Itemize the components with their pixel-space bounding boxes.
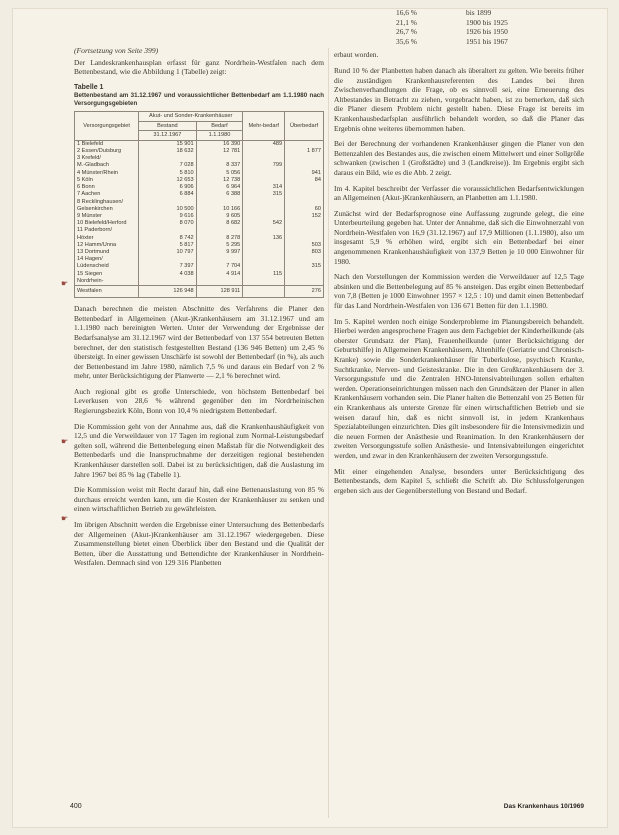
table-row: M.-Gladbach 7 028 8 337 799 xyxy=(75,162,324,169)
right-paragraph: Zunächst wird der Bedarfsprognose eine Auffassung zugrunde gelegt, die eine Unterbeurteilung gegeben hat. Unter der Annahme, daß sich die Einwohnerzahl von Nordrhein-Westfalen von 16,9 (31.12.1967) auf 17,9 Millionen (1.1.1980), also um insgesamt 5,9 % erhöhen wird, ergibt sich ein Bettenbedarf bei einer angenommenen Krankenhaushäufigkeit von 137,9 Betten je 10 000 Einwohner für 1980. xyxy=(334,208,584,266)
left-paragraph: Im übrigen Abschnitt werden die Ergebnisse einer Untersuchung des Bettenbedarfs der Allgemeinen (Akut-)Krankenhäuser am 31.12.1967 wiedergegeben. Diese Zusammenstellung bietet einen Überblick über den Bestand und die Qualität der Betten, über die Ausstattung und Bettendichte der Krankenhäuser in Nordrhein-Westfalen. Demnach sind von 129 316 Planbetten xyxy=(74,520,324,568)
list-item: 35,6 % 1951 bis 1967 xyxy=(396,36,508,46)
left-column xyxy=(74,46,324,574)
table-subtitle: Bettenbestand am 31.12.1967 und voraussichtlicher Bettenbedarf am 1.1.1980 nach Versorgungsgebieten xyxy=(74,92,324,108)
right-paragraph: Mit einer eingehenden Analyse, besonders unter Berücksichtigung des Bettenbestands, dem Kapitel 5, schließt die Schrift ab. Die Schlussfolgerungen ergeben sich aus der Gegenüberstellung von Bestand und Bedarf. xyxy=(334,466,584,495)
journal-footer: Das Krankenhaus 10/1969 xyxy=(503,803,584,810)
col-header-bestand: Bestand xyxy=(139,121,196,131)
right-column xyxy=(334,8,584,501)
left-paragraph: Die Kommission weist mit Recht darauf hin, daß eine Bettenauslastung von 85 % durchaus erreicht werden kann, um die Kosten der Krankenhäuser zu senken und einen wirtschaftlichen Betrieb zu gewährleisten. xyxy=(74,485,324,514)
right-paragraph: erbaut worden. xyxy=(334,50,379,60)
list-item: 26,7 % 1926 bis 1950 xyxy=(396,27,508,37)
table-row: 7 Aachen 6 884 6 388 315 xyxy=(75,191,324,198)
table-row: 9 Münster 9 616 9 605 152 xyxy=(75,213,324,220)
table-row: 5 Köln 12 653 12 738 84 xyxy=(75,177,324,184)
table-row: 10 Bielefeld/Herford 8 070 8 682 542 xyxy=(75,220,324,227)
right-paragraph: Bei der Berechnung der vorhandenen Krankenhäuser gingen die Planer von den Bettenzahlen des Bestandes aus, die zwischen einem Mittelwert und einer Sollgröße schwanken (zwischen 1 (Großstädte) und 3 (Landkreise)). Im Ergebnis ergibt sich daraus ein Bild, wie es die Abb. 2 zeigt. xyxy=(334,139,584,177)
col-header-group: Akut- und Sonder-Krankenhäuser xyxy=(139,112,243,122)
table-row: 4 Münster/Rhein 5 810 5 056 941 xyxy=(75,170,324,177)
table-title: Tabelle 1 xyxy=(74,83,104,91)
col-header-bedarf: Bedarf xyxy=(196,121,243,131)
margin-mark-icon: ☛ xyxy=(61,437,69,446)
year-percent-list xyxy=(334,8,584,46)
margin-mark-icon: ☛ xyxy=(61,514,69,523)
table-row: 13 Dortmund 10 797 9 997 803 xyxy=(75,249,324,256)
col-header-weniger: Überbedarf xyxy=(285,112,324,141)
left-paragraph: Danach berechnen die meisten Abschnitte des Verfahrens die Planer den Bettenbedarf in Allgemeinen (Akut-)Krankenhäusern am 31.12.1967 und am 1.1.1980 nach bereinigten Werten. Unter der Verwendung der Ergebnisse der Bedarfsanalyse am 31.12.1967 wird der Bettenbedarf von 137 554 betreuten Betten berechnet, der den statistisch festgestellten Bestand (136 946 Betten) um 2,45 % übersteigt. In einer gewissen Unschärfe ist sowohl der Bettenbedarf (in %), als auch der Bettenbestand im Jahre 1980, nämlich 7,5 % und daraus ein Bedarf von 2 % mehr, unter Berücksichtigung der Planwerte — 2,1 % berechnet wird. xyxy=(74,304,324,381)
document-page xyxy=(12,8,608,828)
col-header-year-1: 31.12.1967 xyxy=(139,131,196,141)
col-header-mehr: Mehr-bedarf xyxy=(243,112,285,141)
table-row: 1 Bielefeld 15 901 16 390 489 xyxy=(75,140,324,148)
bed-stock-table xyxy=(74,111,324,298)
col-header-area: Versorgungsgebiet xyxy=(75,112,139,141)
left-intro-paragraph: Der Landeskrankenhausplan erfasst für ganz Nordrhein-Westfalen nach dem Bettenbestand, wie die Abbildung 1 (Tabelle) zeigt: xyxy=(74,57,324,77)
list-item: 21,1 % 1900 bis 1925 xyxy=(396,17,508,27)
table-row: 12 Hamm/Unna 5 817 5 295 503 xyxy=(75,242,324,249)
col-header-year-2: 1.1.1980 xyxy=(196,131,243,141)
table-sum-row: Westfalen 126 948 128 911 276 xyxy=(75,285,324,297)
table-row: 2 Essen/Duisburg 18 632 12 781 1 877 xyxy=(75,148,324,155)
table-row: Höxter 8 742 8 278 136 xyxy=(75,235,324,242)
left-paragraph: Auch regional gibt es große Unterschiede, von höchstem Bettenbedarf bei Leverkusen von 28,6 % während gegenüber den im Nordrheinischen Regierungsbezirk Köln, Bonn von 10,4 % niedrigstem Bettenbedarf. xyxy=(74,386,324,416)
table-row: 3 Krefeld/ xyxy=(75,155,324,162)
table-row: 15 Siegen 4 038 4 914 115 xyxy=(75,271,324,278)
table-row: Nordrhein- xyxy=(75,278,324,286)
table-row: 14 Hagen/ xyxy=(75,256,324,263)
right-paragraph: Im 5. Kapitel werden noch einige Sonderprobleme im Planungsbereich behandelt. Hierbei werden angesprochene Fragen aus dem Fachgebiet der Kinderheilkunde (als oberster Grundsatz der Plan), Frauenheilkunde (unter Berücksichtigung der Geburtshilfe) in Allgemeinen Krankenhäusern, Altenhilfe (Geriatrie und Chronisch-Kranke) sowie die Sonderkrankenhäuser für Tuberkulose, psychisch Kranke, Suchtkranke, Nerven- und Geisteskranke. Die in den Großkrankenhäusern der 3. Versorgungsstufe und die Zentralen HNO-Intensivabteilungen sollen erhalten werden. Operationseinrichtungen müssen nach den Grundsätzen der Planer in allen Krankenhäusern vorhanden sein. Die Planer halten die Bettenzahl von 25 Betten für ein Krankenhaus als unterste Grenze für einen wirtschaftlichen Betrieb und sie weisen darauf hin, daß es nicht sinnvoll ist, in jedem Krankenhaus Spezialabteilungen einzurichten. Dies gilt insbesondere für die Intensivmedizin und die neuen Formen der Anästhesie und Reanimation. In den Krankenhäusern der zweiten Versorgungsstufe sollen Anästhesie- und Intensivabteilungen eingerichtet werden, und zwar in den Krankenhäusern der zweiten Versorgungsstufe. xyxy=(334,316,584,460)
right-paragraph: Rund 10 % der Planbetten haben danach als überaltert zu gelten. Wie bereits früher die zuständigen Krankenhausreferenten des Landes bei ihren Zwischenverhandlungen die Frage, ob es sinnvoll sei, eine Erneuerung des Altbestandes in Betracht zu ziehen, vorgebracht haben, ist zu bemerken, daß sich die Planer diesem Problem nicht gestellt haben. Diese Frage ist bereits im Krankenhausbedarfsplan ausführlich behandelt worden, so daß die Planer das Ergebnis ohne weiteres übernommen haben. xyxy=(334,65,584,133)
column-divider xyxy=(328,48,329,818)
continuation-note: (Fortsetzung von Seite 399) xyxy=(74,46,159,55)
table-row: 11 Paderborn/ xyxy=(75,227,324,234)
list-item: 16,6 % bis 1899 xyxy=(396,8,492,17)
table-row: Gelsenkirchen 10 500 10 166 60 xyxy=(75,206,324,213)
right-paragraph: Nach den Vorstellungen der Kommission werden die Verweildauer auf 12,5 Tage absinken und die Bettenbelegung auf 85 % ansteigen. Das ergibt einen Bettenbedarf von 7,8 (Betten je 1000 Einwohner 1957 × 12,5 : 10) und damit einen Bettenbedarf für das Land Nordrhein-Westfalen von 136 671 Betten für den 1.1.1980. xyxy=(334,272,584,311)
table-row: 8 Recklinghausen/ xyxy=(75,199,324,206)
margin-mark-icon: ☛ xyxy=(61,279,69,288)
table-row: Lüdenscheid 7 397 7 704 315 xyxy=(75,263,324,270)
right-paragraph: Im 4. Kapitel beschreibt der Verfasser die voraussichtlichen Bedarfsentwicklungen an Allgemeinen (Akut-)Krankenhäusern, an Planbetten am 1.1.1980. xyxy=(334,183,584,203)
page-number: 400 xyxy=(70,803,82,810)
left-paragraph: Die Kommission geht von der Annahme aus, daß die Krankenhaushäufigkeit von 12,5 und die Verweildauer von 17 Tagen im regional zum Normal-Leistungsbedarf gelten soll, während die Bettenbelegung einen Maßstab für die Notwendigkeit des Bettenbedarfs und die Inanspruchnahme der derzeitigen regional bestehenden Krankenhäuser darstellen soll. Dabei ist zu berücksichtigen, daß die Auslastung im Jahre 1967 bei 85 % lag (Tabelle 1). xyxy=(74,421,324,479)
table-row: 6 Bonn 6 906 6 964 314 xyxy=(75,184,324,191)
